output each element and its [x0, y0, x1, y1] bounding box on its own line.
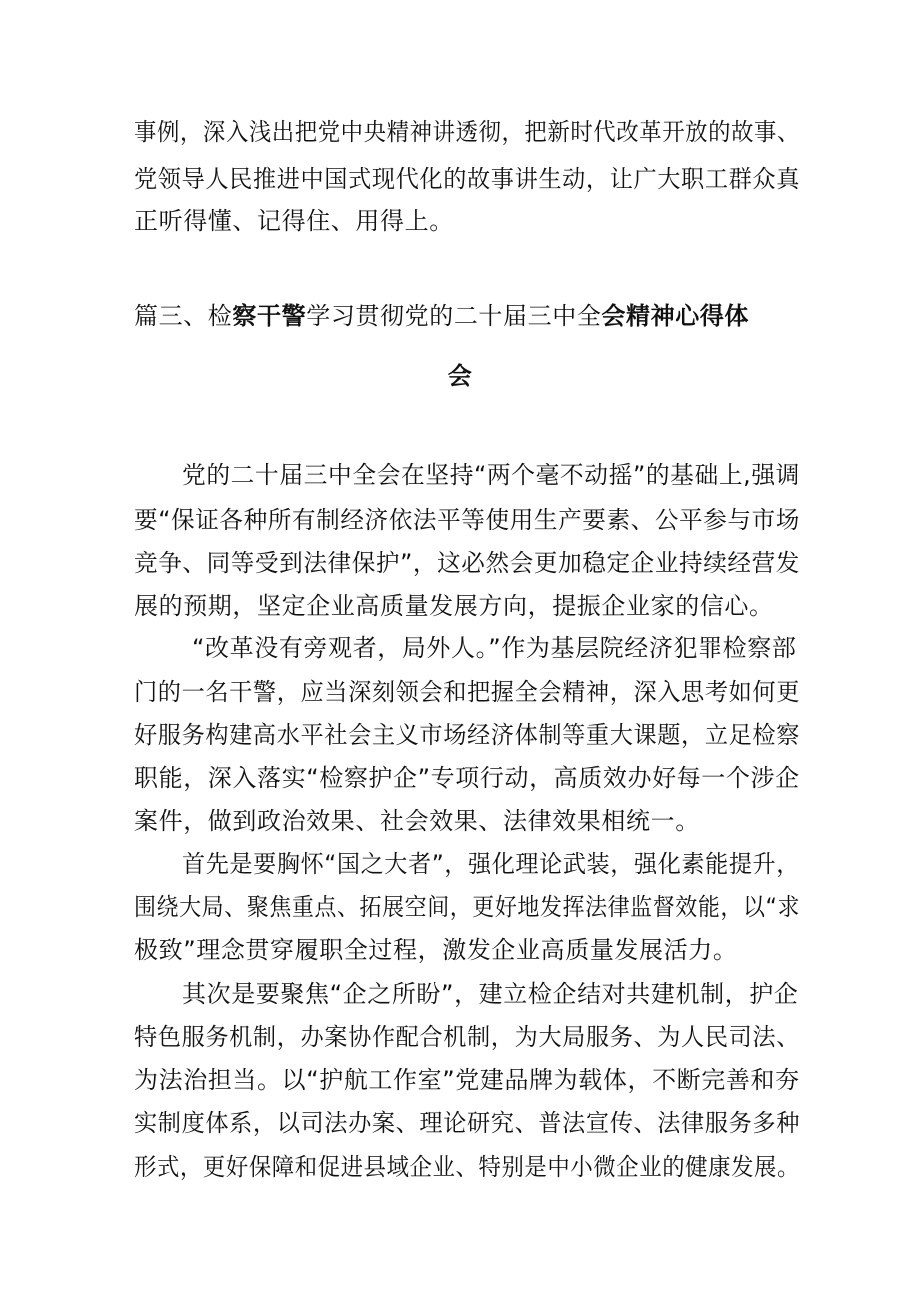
paragraph-4-line-2-text: 特色服务机制，办案协作配合机制，为大局服务、为人民司法、	[134, 1023, 800, 1051]
paragraph-4-line-4	[0, 1108, 920, 1138]
paragraph-1-line-1-text: 党的二十届三中全会在坚持“两个毫不动摇”的基础上,强调	[182, 461, 800, 489]
paragraph-3-line-2-text: 围绕大局、聚焦重点、拓展空间，更好地发挥法律监督效能，以“求	[134, 893, 800, 921]
paragraph-2-line-1-text: “改革没有旁观者，局外人。”作为基层院经济犯罪检察部	[192, 634, 797, 662]
heading-part-2: 察干警	[232, 302, 307, 330]
paragraph-2-line-5	[0, 806, 920, 836]
paragraph-4-line-5-text: 形式，更好保障和促进县域企业、特别是中小微企业的健康发展。	[134, 1153, 800, 1181]
paragraph-4-line-1	[0, 979, 920, 1009]
intro-line-2	[0, 164, 920, 194]
paragraph-2-line-4-text: 职能，深入落实“检察护企”专项行动，高质效办好每一个涉企	[134, 764, 800, 792]
paragraph-4-line-5	[0, 1152, 920, 1182]
paragraph-4-line-1-text: 其次是要聚焦“企之所盼”，建立检企结对共建机制，护企	[182, 980, 799, 1008]
paragraph-1-line-2-text: 要“保证各种所有制经济依法平等使用生产要素、公平参与市场	[134, 506, 800, 534]
paragraph-2-line-2	[0, 677, 920, 707]
intro-line-3-text: 正听得懂、记得住、用得上。	[134, 207, 454, 235]
paragraph-3-line-3	[0, 935, 920, 965]
heading-part-4: 会精神心得体	[601, 302, 750, 330]
paragraph-2-line-5-text: 案件，做到政治效果、社会效果、法律效果相统一。	[134, 807, 700, 835]
paragraph-3-line-1	[0, 849, 920, 879]
paragraph-4-line-4-text: 实制度体系，以司法办案、理论研究、普法宣传、法律服务多种	[134, 1109, 800, 1137]
intro-line-3	[0, 206, 920, 236]
paragraph-4-line-2	[0, 1022, 920, 1052]
paragraph-4-line-3-text: 为法治担当。以“护航工作室”党建品牌为载体，不断完善和夯	[134, 1066, 800, 1094]
paragraph-1-line-1	[0, 460, 920, 490]
paragraph-2-line-3-text: 好服务构建高水平社会主义市场经济体制等重大课题，立足检察	[134, 721, 800, 749]
paragraph-1-line-3	[0, 548, 920, 578]
heading-line-2-text: 会	[447, 362, 473, 390]
section-heading-line-2	[0, 361, 920, 391]
paragraph-1-line-2	[0, 505, 920, 535]
section-heading	[0, 301, 920, 331]
paragraph-2-line-1	[0, 633, 920, 663]
paragraph-2-line-4	[0, 763, 920, 793]
heading-part-1: 篇三、检	[134, 302, 233, 330]
heading-part-3: 学习贯彻党的二十届三中全	[306, 302, 602, 330]
intro-line-2-text: 党领导人民推进中国式现代化的故事讲生动，让广大职工群众真	[134, 165, 800, 193]
paragraph-2-line-3	[0, 720, 920, 750]
paragraph-1-line-3-text: 竞争、同等受到法律保护”，这必然会更加稳定企业持续经营发	[134, 549, 800, 577]
intro-line-1-text: 事例，深入浅出把党中央精神讲透彻，把新时代改革开放的故事、	[134, 118, 800, 146]
paragraph-3-line-3-text: 极致”理念贯穿履职全过程，激发企业高质量发展活力。	[134, 936, 738, 964]
paragraph-3-line-2	[0, 892, 920, 922]
paragraph-4-line-3	[0, 1065, 920, 1095]
intro-line-1	[0, 117, 920, 147]
paragraph-1-line-4	[0, 591, 920, 621]
paragraph-3-line-1-text: 首先是要胸怀“国之大者”，强化理论武装，强化素能提升，	[182, 850, 800, 878]
paragraph-2-line-2-text: 门的一名干警，应当深刻领会和把握全会精神，深入思考如何更	[134, 678, 800, 706]
paragraph-1-line-4-text: 展的预期，坚定企业高质量发展方向，提振企业家的信心。	[134, 592, 774, 620]
